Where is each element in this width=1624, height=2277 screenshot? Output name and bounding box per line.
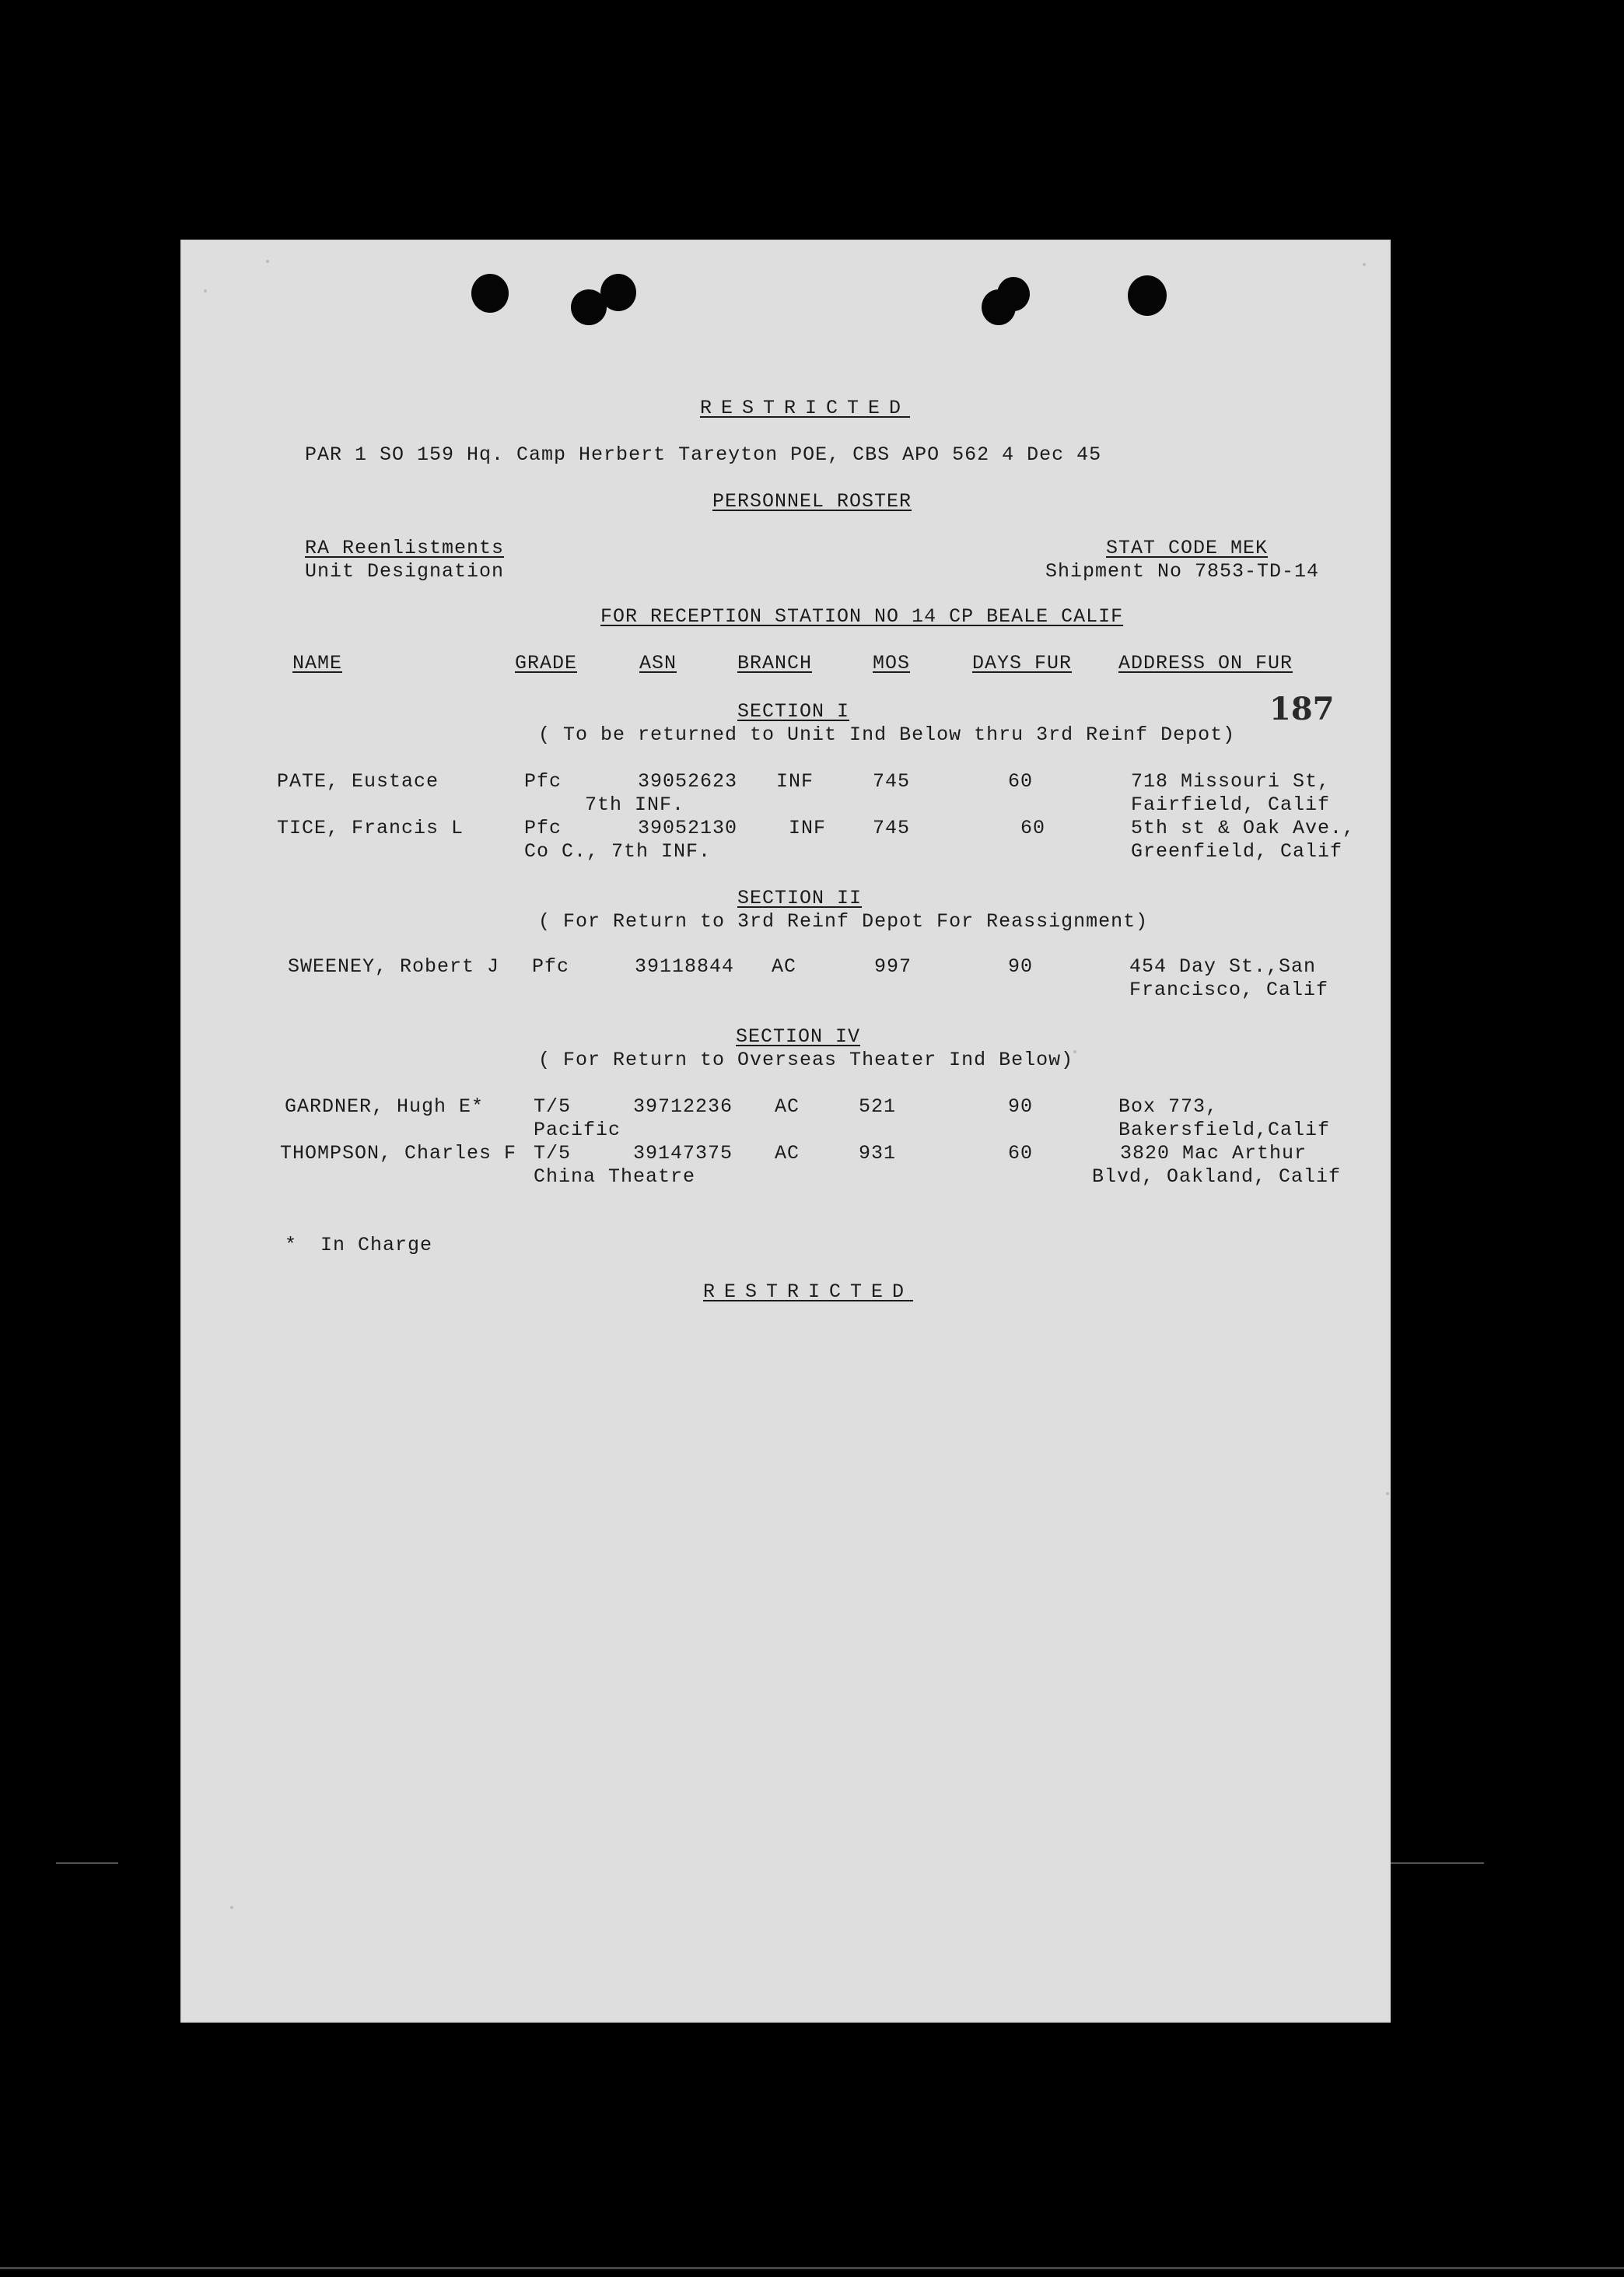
- classification-top: RESTRICTED: [700, 397, 911, 419]
- row-days: 90: [1008, 955, 1034, 978]
- paper-speck: [1386, 1492, 1389, 1495]
- row-days: 60: [1020, 817, 1046, 839]
- scan-artifact: [56, 1862, 118, 1864]
- left-line-2: Unit Designation: [305, 560, 505, 583]
- page-number: 187: [1269, 691, 1335, 727]
- row-name: TICE, Francis L: [277, 817, 464, 839]
- row-mos: 745: [873, 817, 911, 839]
- row-mos: 997: [874, 955, 912, 978]
- section-title: SECTION II: [737, 887, 863, 909]
- roster-title: PERSONNEL ROSTER: [712, 490, 912, 513]
- destination-line: FOR RECEPTION STATION NO 14 CP BEALE CALIF: [600, 605, 1124, 628]
- row-branch: AC: [775, 1095, 800, 1118]
- section-title: SECTION I: [737, 700, 850, 723]
- row-address-line-1: 3820 Mac Arthur: [1120, 1142, 1307, 1165]
- row-grade: Pfc: [524, 770, 562, 793]
- row-name: SWEENEY, Robert J: [288, 955, 500, 978]
- row-days: 60: [1008, 1142, 1034, 1165]
- row-address-line-2: Fairfield, Calif: [1131, 793, 1331, 816]
- shipment-number: Shipment No 7853-TD-14: [1045, 560, 1320, 583]
- paper-speck: [1073, 1050, 1076, 1053]
- footnote-marker: *: [285, 1234, 298, 1256]
- left-line-1: RA Reenlistments: [305, 537, 505, 559]
- row-unit: Pacific: [534, 1119, 621, 1141]
- row-address-line-2: Francisco, Calif: [1129, 979, 1329, 1001]
- row-grade: Pfc: [532, 955, 570, 978]
- section-subtitle: ( For Return to Overseas Theater Ind Below): [538, 1049, 1074, 1071]
- row-address-line-1: 454 Day St.,San: [1129, 955, 1317, 978]
- row-grade: Pfc: [524, 817, 562, 839]
- row-asn: 39052130: [638, 817, 738, 839]
- scan-artifact: [0, 2267, 1624, 2269]
- column-header-asn: ASN: [639, 652, 677, 674]
- section-subtitle: ( To be returned to Unit Ind Below thru 3rd Reinf Depot): [538, 723, 1236, 746]
- row-grade: T/5: [534, 1142, 572, 1165]
- row-asn: 39712236: [633, 1095, 733, 1118]
- row-address-line-2: Bakersfield,Calif: [1118, 1119, 1331, 1141]
- paper-speck: [1363, 263, 1366, 266]
- column-header-branch: BRANCH: [737, 652, 813, 674]
- document-page: [180, 240, 1391, 2023]
- column-header-name: NAME: [292, 652, 343, 674]
- row-branch: INF: [789, 817, 827, 839]
- row-branch: INF: [776, 770, 814, 793]
- row-branch: AC: [775, 1142, 800, 1165]
- paper-speck: [204, 289, 207, 293]
- row-asn: 39118844: [635, 955, 735, 978]
- row-mos: 521: [859, 1095, 897, 1118]
- scan-artifact: [1391, 1862, 1484, 1864]
- paper-speck: [266, 260, 269, 263]
- punch-hole: [1128, 275, 1167, 316]
- row-asn: 39052623: [638, 770, 738, 793]
- column-header-grade: GRADE: [515, 652, 578, 674]
- classification-bottom: RESTRICTED: [703, 1280, 914, 1303]
- row-address-line-2: Blvd, Oakland, Calif: [1092, 1165, 1342, 1188]
- stat-code: STAT CODE MEK: [1106, 537, 1269, 559]
- row-unit: 7th INF.: [585, 793, 685, 816]
- punch-hole: [600, 274, 636, 311]
- footnote-text: In Charge: [320, 1234, 433, 1256]
- punch-hole: [471, 274, 509, 313]
- row-name: THOMPSON, Charles F: [280, 1142, 517, 1165]
- section-subtitle: ( For Return to 3rd Reinf Depot For Reassignment): [538, 910, 1149, 933]
- row-address-line-1: 5th st & Oak Ave.,: [1131, 817, 1356, 839]
- row-mos: 931: [859, 1142, 897, 1165]
- punch-hole: [997, 277, 1030, 311]
- row-name: GARDNER, Hugh E*: [285, 1095, 485, 1118]
- paper-speck: [230, 1906, 233, 1909]
- row-asn: 39147375: [633, 1142, 733, 1165]
- row-address-line-1: Box 773,: [1118, 1095, 1219, 1118]
- column-header-days-fur: DAYS FUR: [972, 652, 1073, 674]
- row-days: 60: [1008, 770, 1034, 793]
- column-header-address: ADDRESS ON FUR: [1118, 652, 1293, 674]
- row-grade: T/5: [534, 1095, 572, 1118]
- row-address-line-2: Greenfield, Calif: [1131, 840, 1343, 863]
- order-line: PAR 1 SO 159 Hq. Camp Herbert Tareyton POE, CBS APO 562 4 Dec 45: [305, 443, 1102, 466]
- section-title: SECTION IV: [736, 1025, 861, 1048]
- row-name: PATE, Eustace: [277, 770, 439, 793]
- row-mos: 745: [873, 770, 911, 793]
- row-unit: Co C., 7th INF.: [524, 840, 712, 863]
- row-days: 90: [1008, 1095, 1034, 1118]
- row-unit: China Theatre: [534, 1165, 696, 1188]
- row-address-line-1: 718 Missouri St,: [1131, 770, 1331, 793]
- row-branch: AC: [772, 955, 797, 978]
- column-header-mos: MOS: [873, 652, 911, 674]
